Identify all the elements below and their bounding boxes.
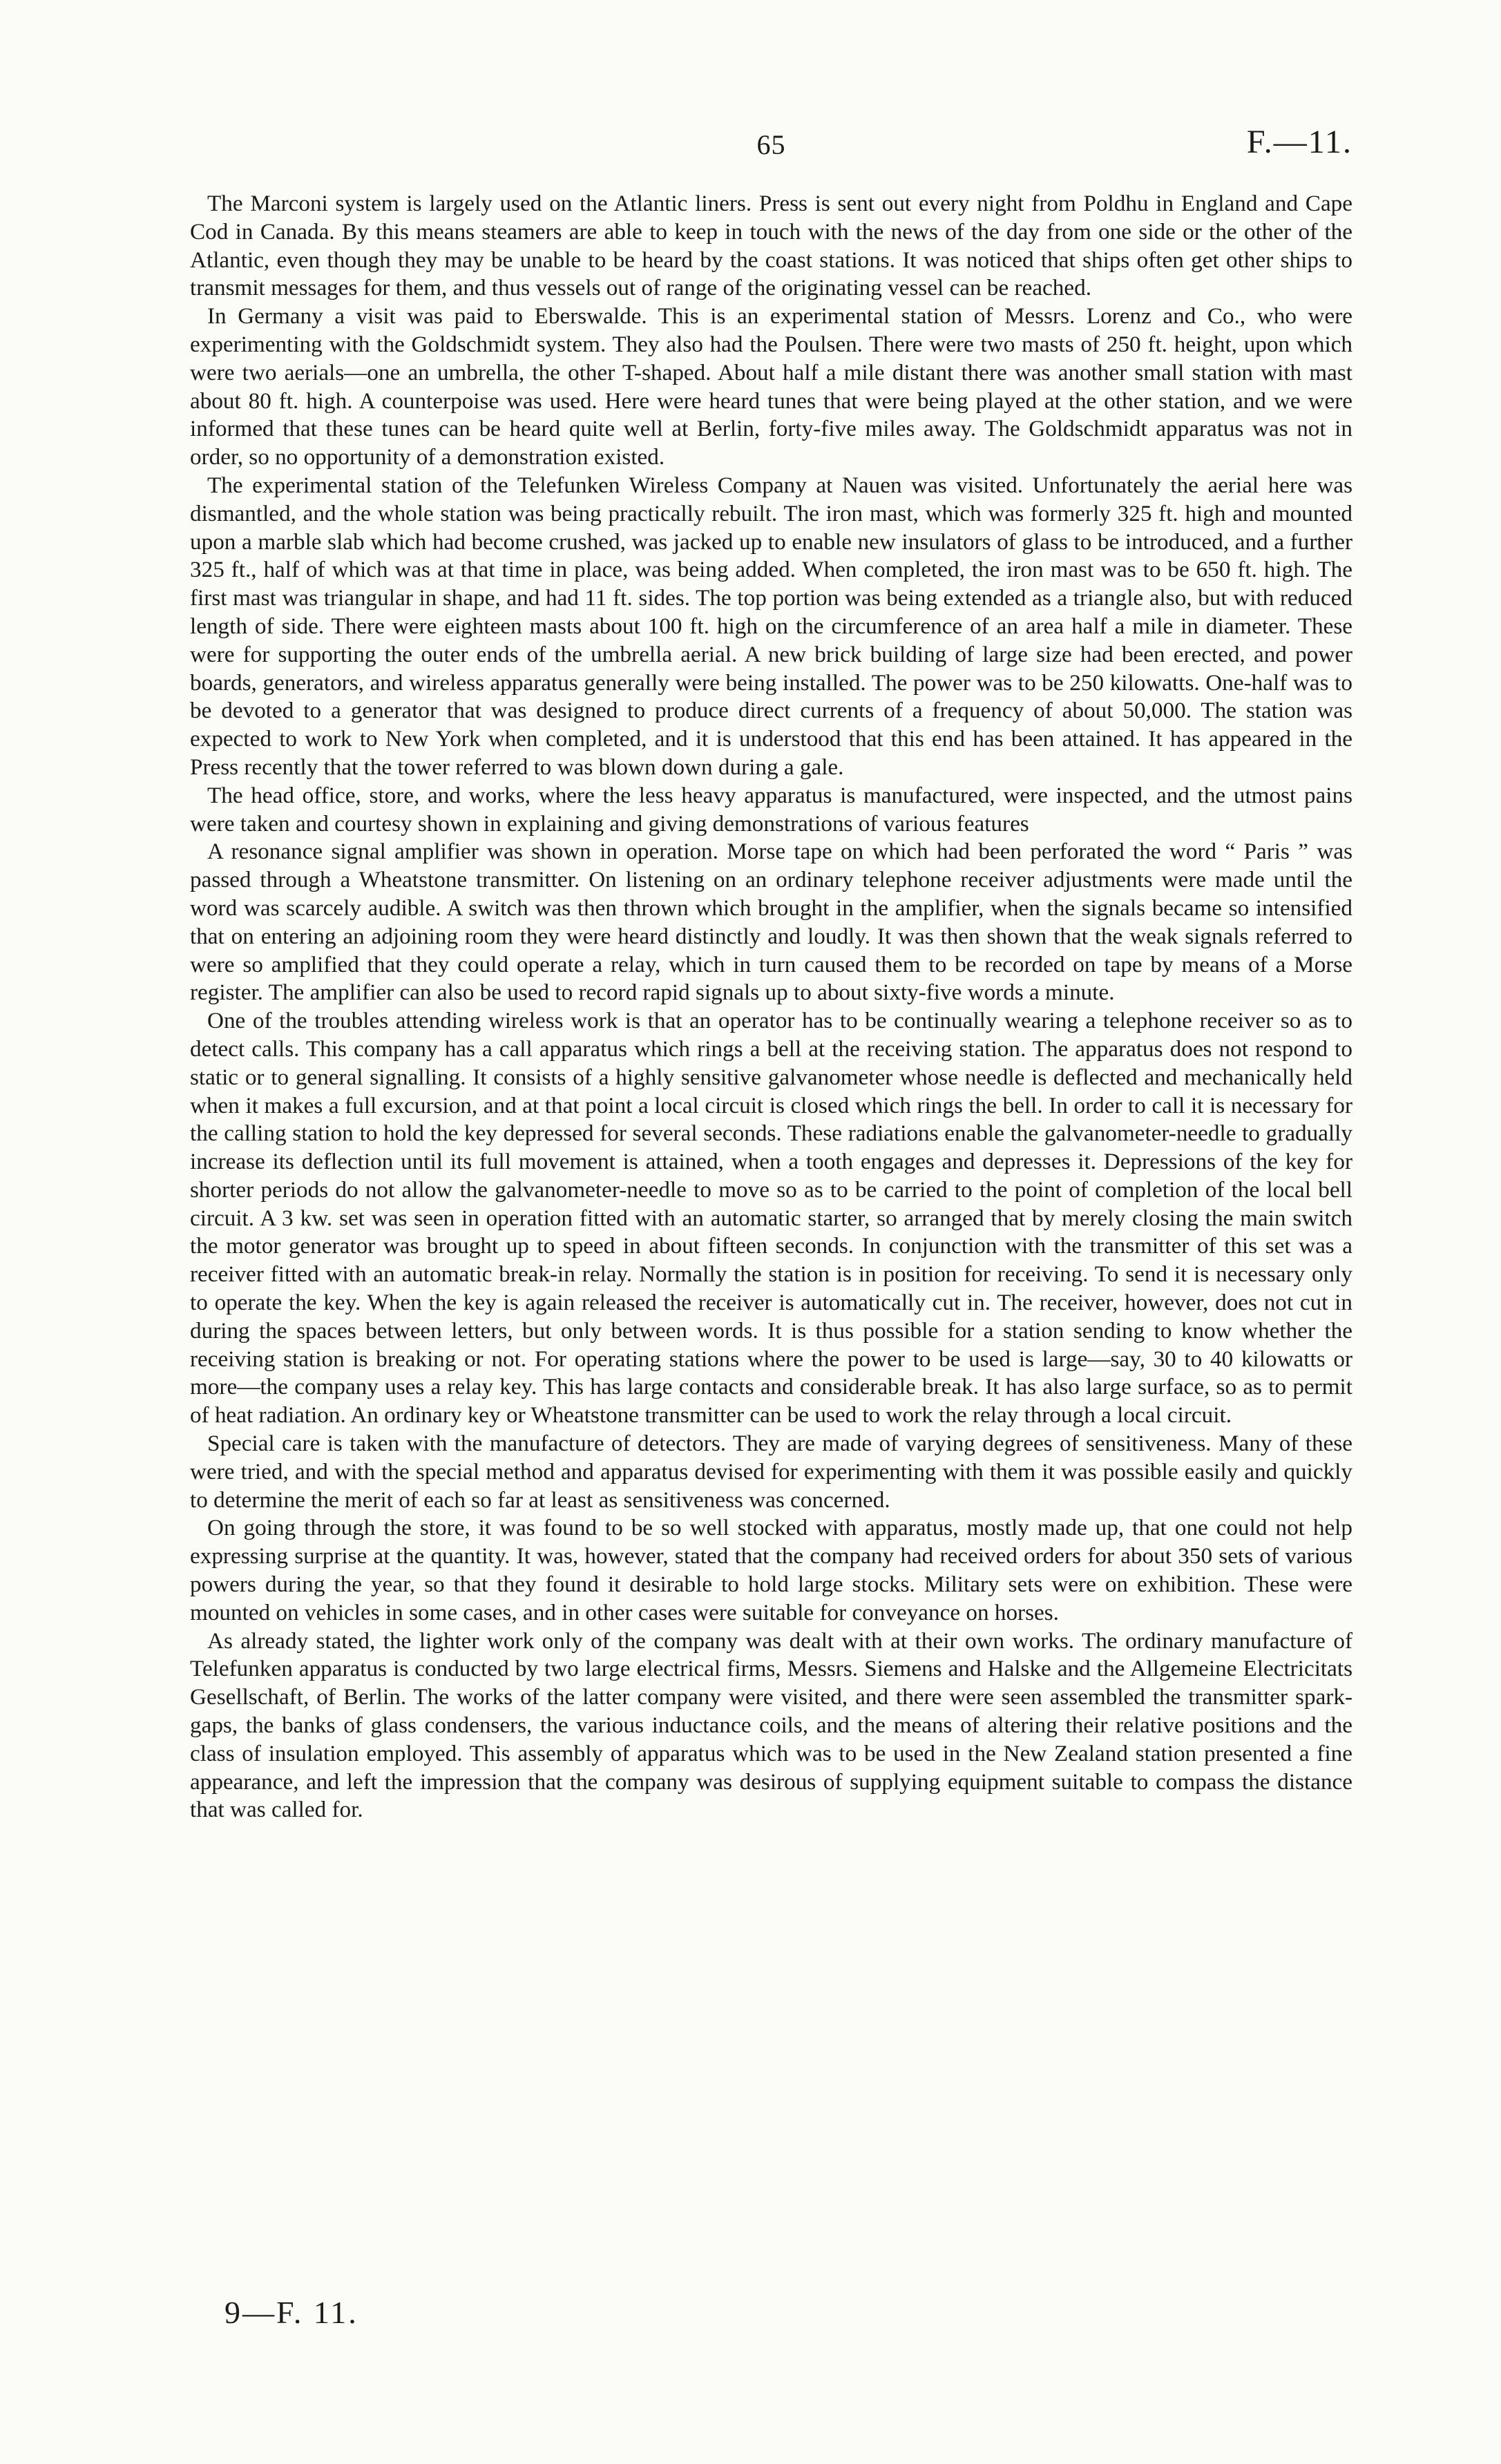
paragraph-head-office: The head office, store, and works, where the less heavy apparatus is manufactured, were inspected, and the utmost pains were taken and courtesy shown in explaining and giving demonstrations of various features [190,782,1352,837]
document-reference: F.—11. [1246,124,1352,160]
paragraph-nauen: The experimental station of the Telefunken Wireless Company at Nauen was visited. Unfortunately the aerial here was dismantled, and the whole station was being practically rebuilt. The iron mast, which was formerly 325 ft. high and mounted upon a marble slab which had become crushed, was jacked up to enable new insulators of glass to be introduced, and a further 325 ft., half of which was at that time in place, was being added. When completed, the iron mast was to be 650 ft. high. The first mast was triangular in shape, and had 11 ft. sides. The top portion was being extended as a triangle also, but with reduced length of side. There were eighteen masts about 100 ft. high on the circumference of an area half a mile in diameter. These were for supporting the outer ends of the umbrella aerial. A new brick building of large size had been erected, and power boards, generators, and wireless apparatus generally were being installed. The power was to be 250 kilowatts. One-half was to be devoted to a generator that was designed to produce direct currents of a frequency of about 50,000. The station was expected to work to New York when completed, and it is understood that this end has been attained. It has appeared in the Press recently that the tower referred to was blown down during a gale. [190,472,1352,780]
paragraph-store: On going through the store, it was found to be so well stocked with apparatus, mostly made up, that one could not help expressing surprise at the quantity. It was, however, stated that the company had received orders for about 350 sets of various powers during the year, so that they found it desirable to hold large stocks. Military sets were on exhibition. These were mounted on vehicles in some cases, and in other cases were suitable for conveyance on horses. [190,1515,1352,1625]
footer-signature: 9—F. 11. [224,2295,358,2330]
body-text [190,190,1352,1824]
paragraph-manufacture: As already stated, the lighter work only of the company was dealt with at their own works. The ordinary manufacture of Telefunken apparatus is conducted by two large electrical firms, Messrs. Siemens and Halske and the Allgemeine Electricitats Gesellschaft, of Berlin. The works of the latter company were visited, and there were seen assembled the transmitter spark-gaps, the banks of glass condensers, the various inductance coils, and the means of altering their relative positions and the class of insulation employed. This assembly of apparatus which was to be used in the New Zealand station presented a fine appearance, and left the impression that the company was desirous of supplying equipment suitable to compass the distance that was called for. [190,1627,1352,1823]
page-header [190,123,1352,171]
paragraph-detectors: Special care is taken with the manufacture of detectors. They are made of varying degrees of sensitiveness. Many of these were tried, and with the special method and apparatus devised for experimenting with them it was possible easily and quickly to determine the merit of each so far at least as sensitiveness was concerned. [190,1431,1352,1513]
paragraph-marconi: The Marconi system is largely used on the Atlantic liners. Press is sent out every night from Poldhu in England and Cape Cod in Canada. By this means steamers are able to keep in touch with the news of the day from one side or the other of the Atlantic, even though they may be unable to be heard by the coast stations. It was noticed that ships often get other ships to transmit messages for them, and thus vessels out of range of the originating vessel can be reached. [190,191,1352,301]
paragraph-amplifier: A resonance signal amplifier was shown in operation. Morse tape on which had been perforated the word “ Paris ” was passed through a Wheatstone transmitter. On listening on an ordinary telephone receiver adjustments were made until the word was scarcely audible. A switch was then thrown which brought in the amplifier, when the signals became so intensified that on entering an adjoining room they were heard distinctly and loudly. It was then shown that the weak signals referred to were so amplified that they could operate a relay, which in turn caused them to be recorded on tape by means of a Morse register. The amplifier can also be used to record rapid signals up to about sixty-five words a minute. [190,839,1352,1006]
paragraph-eberswalde: In Germany a visit was paid to Eberswalde. This is an experimental station of Messrs. Lorenz and Co., who were experimenting with the Goldschmidt system. They also had the Poulsen. There were two masts of 250 ft. height, upon which were two aerials—one an umbrella, the other T-shaped. About half a mile distant there was another small station with mast about 80 ft. high. A counterpoise was used. Here were heard tunes that were being played at the other station, and we were informed that these tunes can be heard quite well at Berlin, forty-five miles away. The Goldschmidt apparatus was not in order, so no opportunity of a demonstration existed. [190,303,1352,470]
paragraph-call-apparatus: One of the troubles attending wireless work is that an operator has to be continually wearing a telephone receiver so as to detect calls. This company has a call apparatus which rings a bell at the receiving station. The apparatus does not respond to static or to general signalling. It consists of a highly sensitive galvanometer whose needle is deflected and mechanically held when it makes a full excursion, and at that point a local circuit is closed which rings the bell. In order to call it is necessary for the calling station to hold the key depressed for several seconds. These radiations enable the galvanometer-needle to gradually increase its deflection until its full movement is attained, when a tooth engages and depresses it. Depressions of the key for shorter periods do not allow the galvanometer-needle to move so as to be carried to the point of completion of the local bell circuit. A 3 kw. set was seen in operation fitted with an automatic starter, so arranged that by merely closing the main switch the motor generator was brought up to speed in about fifteen seconds. In conjunction with the transmitter of this set was a receiver fitted with an automatic break-in relay. Normally the station is in position for receiving. To send it is necessary only to operate the key. When the key is again released the receiver is automatically cut in. The receiver, however, does not cut in during the spaces between letters, but only between words. It is thus possible for a station sending to know whether the receiving station is breaking or not. For operating stations where the power to be used is large—say, 30 to 40 kilowatts or more—the company uses a relay key. This has large contacts and considerable break. It has also large surface, so as to permit of heat radiation. An ordinary key or Wheatstone transmitter can be used to work the relay through a local circuit. [190,1008,1352,1429]
page-number: 65 [756,129,786,160]
